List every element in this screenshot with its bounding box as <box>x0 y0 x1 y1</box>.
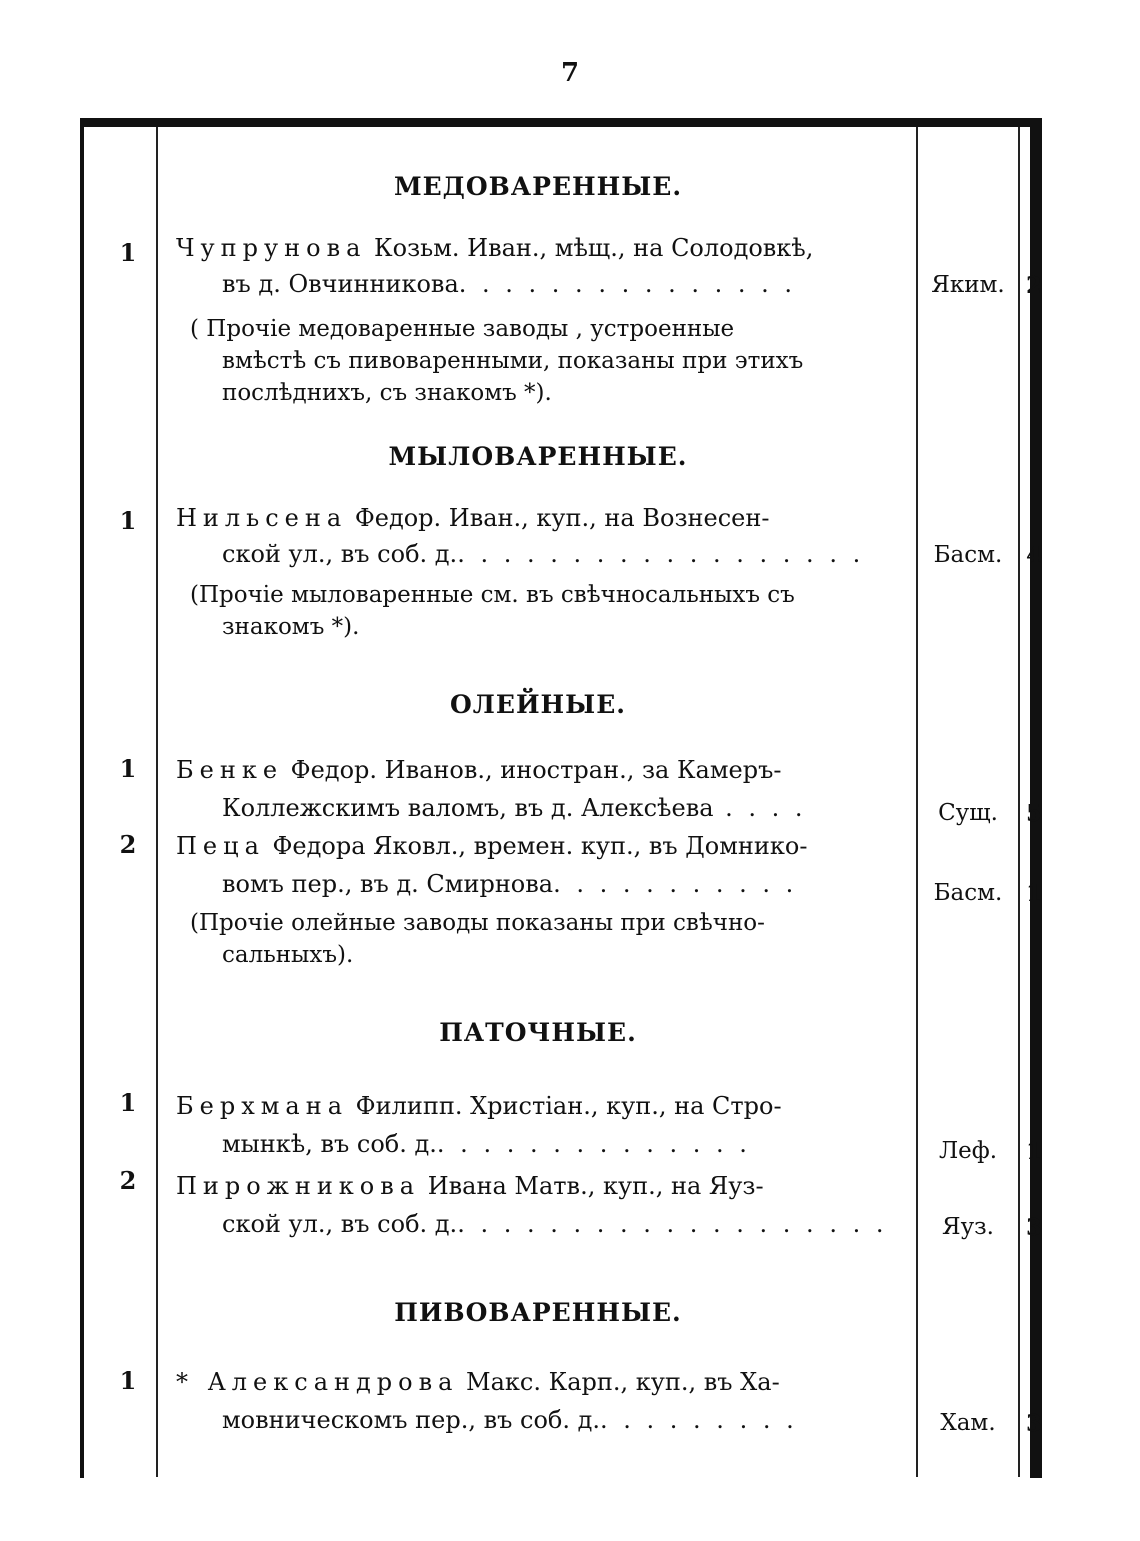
entry-text: Федор. Иванов., иностран., за Камеръ- <box>283 756 782 784</box>
dot-leader: . . . . <box>713 794 807 822</box>
quarter-number: 5 <box>1025 800 1042 827</box>
column-rule-district <box>916 127 918 1477</box>
entry-number: 1 <box>119 1088 137 1117</box>
district: Хам. <box>940 1410 996 1436</box>
entry-address: въ д. Овчинникова <box>222 270 459 298</box>
entry-address: Коллежскимъ валомъ, въ д. Алексѣева <box>222 794 714 822</box>
dot-leader: . . . . . . . . . . . . . . . . . . <box>457 540 865 568</box>
quarter-number: 1 <box>1025 1138 1042 1165</box>
frame-left-border <box>80 118 84 1478</box>
entry-line-1 <box>176 1094 900 1118</box>
entry-address: ской ул., въ соб. д. <box>222 540 458 568</box>
entry-line-2 <box>222 1212 900 1236</box>
entry-line-1 <box>176 758 900 782</box>
entry-number: 1 <box>119 754 137 783</box>
owner-name: Берхмана <box>176 1092 349 1120</box>
owner-name: Нильсена <box>176 504 348 532</box>
entry-text: Филипп. Христіан., куп., на Стро- <box>348 1092 782 1120</box>
dot-leader: . . . . . . . . . <box>600 1406 798 1434</box>
entry-line-1 <box>176 236 900 260</box>
entry-text: Козьм. Иван., мѣщ., на Солодовкѣ, <box>366 234 814 262</box>
section-heading: МЕДОВАРЕННЫЕ. <box>393 172 683 201</box>
entry-address: мынкѣ, въ соб. д. <box>222 1130 437 1158</box>
dot-leader: . . . . . . . . . . . . . . . . . . . <box>457 1210 888 1238</box>
entry-address: мовническомъ пер., въ соб. д. <box>222 1406 601 1434</box>
entry-number: 1 <box>119 506 137 535</box>
entry-text: Федор. Иван., куп., на Вознесен- <box>347 504 770 532</box>
frame-right-border <box>1030 118 1042 1478</box>
district: Леф. <box>938 1138 998 1164</box>
district: Басм. <box>933 880 1003 906</box>
entry-number: 1 <box>119 1366 137 1395</box>
entry-address: вомъ пер., въ д. Смирнова <box>222 870 554 898</box>
note-line: (Прочіе олейные заводы показаны при свѣчно- <box>190 910 765 936</box>
entry-line-2 <box>222 796 900 820</box>
owner-name: Пирожникова <box>176 1172 421 1200</box>
quarter-number: 4 <box>1025 542 1042 569</box>
column-rule-number <box>156 127 158 1477</box>
entry-line-2 <box>222 272 900 296</box>
entry-line-1 <box>176 834 900 858</box>
quarter-number: 3 <box>1025 1410 1042 1437</box>
entry-line-1 <box>176 1174 900 1198</box>
entry-text: Макс. Карп., куп., въ Ха- <box>458 1368 780 1396</box>
owner-name: * Александрова <box>176 1368 459 1396</box>
entry-number: 2 <box>119 1166 137 1195</box>
dot-leader: . . . . . . . . . . . . . . <box>436 1130 751 1158</box>
district: Басм. <box>933 542 1003 568</box>
frame-top-border <box>80 118 1040 127</box>
section-heading: ПИВОВАРЕННЫЕ. <box>394 1298 682 1327</box>
entry-number: 2 <box>119 830 137 859</box>
entry-line-2 <box>222 1408 900 1432</box>
section-heading: ПАТОЧНЫЕ. <box>439 1018 637 1047</box>
quarter-number: 3 <box>1025 1214 1042 1241</box>
note-line: вмѣстѣ съ пивоваренными, показаны при этихъ <box>222 348 804 374</box>
entry-address: ской ул., въ соб. д. <box>222 1210 458 1238</box>
note-line: ( Прочіе медоваренные заводы , устроенные <box>190 316 735 342</box>
section-heading: МЫЛОВАРЕННЫЕ. <box>388 442 688 471</box>
district: Яуз. <box>942 1214 994 1240</box>
entry-number: 1 <box>119 238 137 267</box>
entry-text: Федора Яковл., времен. куп., въ Домнико- <box>264 832 808 860</box>
note-line: знакомъ *). <box>222 614 360 640</box>
owner-name: Пеца <box>176 832 265 860</box>
entry-line-1 <box>176 506 900 530</box>
page-number: 7 <box>560 58 580 88</box>
note-line: (Прочіе мыловаренные см. въ свѣчносальныхъ съ <box>190 582 795 608</box>
quarter-number: 2 <box>1025 272 1042 299</box>
district: Сущ. <box>938 800 998 826</box>
entry-line-2 <box>222 542 900 566</box>
section-heading: ОЛЕЙНЫЕ. <box>450 690 626 719</box>
district: Яким. <box>931 272 1005 298</box>
dot-leader: . . . . . . . . . . . . . . . <box>458 270 797 298</box>
note-line: послѣднихъ, съ знакомъ *). <box>222 380 552 406</box>
owner-name: Чупрунова <box>176 234 367 262</box>
note-line: сальныхъ). <box>222 942 354 968</box>
entry-line-2 <box>222 1132 900 1156</box>
quarter-number: 1 <box>1025 880 1042 907</box>
dot-leader: . . . . . . . . . . . <box>553 870 798 898</box>
entry-line-2 <box>222 872 900 896</box>
entry-line-1 <box>176 1370 900 1394</box>
entry-text: Ивана Матв., куп., на Яуз- <box>420 1172 764 1200</box>
owner-name: Бенке <box>176 756 284 784</box>
